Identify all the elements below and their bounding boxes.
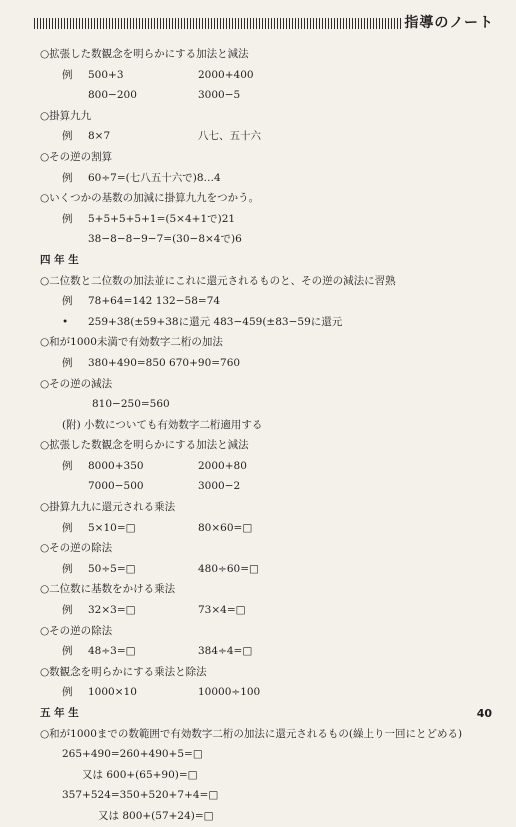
topic-line: ○和が1000未満で有効数字二桁の加法 [40,336,223,349]
example-label: 例 [62,68,73,81]
example-line [40,476,500,497]
example-expression-2: 10000÷100 [198,686,261,699]
page-content [40,44,500,827]
example-expression: 60÷7=(七八五十六で)8…4 [88,171,221,184]
example-expression: 500+3 [88,68,124,81]
example-line [40,353,500,374]
topic-line: ○その逆の除法 [40,542,113,555]
example-label: 例 [62,562,73,575]
example-expression: 800−200 [88,89,137,102]
example-expression: 38−8−8−9−7=(30−8×4で)6 [88,233,242,246]
topic-line: ○その逆の減法 [40,377,113,390]
example-expression-2: 3000−2 [198,480,241,493]
example-line [40,559,500,580]
topic-line: ○二位数に基数をかける乗法 [40,583,176,596]
topic-line: ○数観念を明らかにする乗法と除法 [40,665,207,678]
alternative-line: 又は 600+(65+90)=□ [82,768,198,781]
expression-line: 810−250=560 [92,398,170,411]
example-label: 例 [62,295,73,308]
example-expression: 50÷5=□ [88,562,136,575]
example-line [40,209,500,230]
example-expression-2: 2000+400 [198,68,254,81]
example-line [40,291,500,312]
example-line [40,456,500,477]
grade-heading: 五 年 生 [40,707,79,719]
example-expression: 8×7 [88,130,111,143]
example-expression-2: 384÷4=□ [198,645,253,658]
example-line [40,682,500,703]
example-expression: 48÷3=□ [88,645,136,658]
example-line [40,85,500,106]
topic-line: ○掛算九九 [40,109,92,122]
expression-line: 357+524=350+520+7+4=□ [62,789,219,802]
example-expression: 259+38(±59+38に還元 483−459(±83−59に還元 [88,315,343,328]
example-line [40,518,500,539]
example-label: 例 [62,356,73,369]
topic-line: ○和が1000までの数範囲で有効数字二桁の加法に還元されるもの(繰上り一回にとどめる) [40,727,463,740]
page-number: 40 [476,707,492,720]
example-label: 例 [62,130,73,143]
example-expression-2: 73×4=□ [198,604,246,617]
example-label: 例 [62,604,73,617]
example-label: 例 [62,212,73,225]
example-line [40,600,500,621]
topic-line: ○拡張した数観念を明らかにする加法と減法 [40,48,249,60]
example-expression-2: 80×60=□ [198,521,253,534]
example-expression-2: 3000−5 [198,89,241,102]
example-expression: 5+5+5+5+1=(5×4+1で)21 [88,212,236,225]
example-expression: 380+490=850 670+90=760 [88,356,241,369]
example-label: • [62,315,69,328]
example-expression-2: 480÷60=□ [198,562,259,575]
header-title: 指導のノート [404,15,494,31]
topic-line: ○拡張した数観念を明らかにする加法と減法 [40,439,249,452]
expression-line: 265+490=260+490+5=□ [62,748,203,761]
example-label: 例 [62,645,73,658]
topic-line: ○二位数と二位数の加法並にこれに還元されるものと、その逆の減法に習熟 [40,274,396,287]
example-expression: 7000−500 [88,480,144,493]
note-line: (附) 小数についても有効数字二桁適用する [62,418,263,431]
example-line [40,641,500,662]
example-line [40,312,500,333]
example-label: 例 [62,686,73,699]
example-expression: 78+64=142 132−58=74 [88,295,221,308]
example-expression: 8000+350 [88,459,144,472]
example-label: 例 [62,171,73,184]
alternative-line: 又は 800+(57+24)=□ [98,809,214,822]
example-line [40,229,500,250]
example-line [40,65,500,86]
topic-line: ○その逆の除法 [40,624,113,637]
example-expression-2: 八七、五十六 [198,130,261,143]
example-expression: 1000×10 [88,686,137,699]
grade-heading: 四 年 生 [40,253,79,266]
topic-line: ○いくつかの基数の加減に掛算九九をつかう。 [40,192,260,205]
example-expression: 5×10=□ [88,521,136,534]
header-rule [34,18,402,29]
topic-line: ○その逆の割算 [40,150,113,163]
example-expression-2: 2000+80 [198,459,247,472]
topic-line: ○掛算九九に還元される乗法 [40,501,176,514]
example-line [40,168,500,189]
example-label: 例 [62,521,73,534]
example-line [40,126,500,147]
example-expression: 32×3=□ [88,604,136,617]
example-label: 例 [62,459,73,472]
